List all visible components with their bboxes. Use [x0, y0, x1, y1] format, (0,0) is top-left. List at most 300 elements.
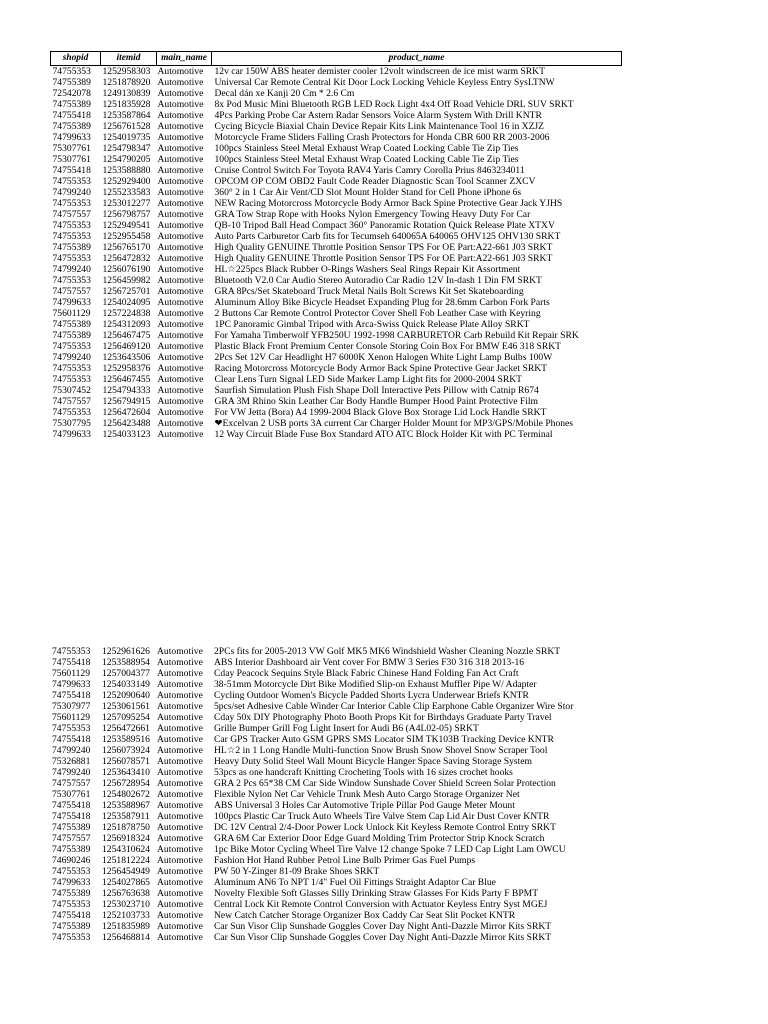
cell-shopid: 74757557	[52, 778, 91, 789]
table-row	[51, 209, 622, 220]
cell-shopid: 75307761	[52, 789, 91, 800]
cell-product-name: GRA Tow Strap Rope with Hooks Nylon Emergency Towing Heavy Duty For Car	[214, 209, 531, 220]
cell-shopid: 74757557	[52, 396, 91, 407]
cell-itemid: 1254024095	[102, 297, 151, 308]
cell-main-name: Automotive	[157, 756, 203, 767]
cell-itemid: 1253012277	[102, 198, 151, 209]
cell-product-name: High Quality GENUINE Throttle Position Sensor TPS For OE Part:A22-661 J03 SRKT	[214, 253, 553, 264]
cell-itemid: 1253588967	[102, 800, 150, 811]
cell-itemid: 1256761528	[102, 121, 151, 132]
cell-product-name: Aluminum AN6 To NPT 1/4" Fuel Oil Fittings Straight Adaptor Car Blue	[214, 877, 496, 888]
table-row	[50, 712, 621, 723]
cell-itemid: 1254027865	[102, 877, 150, 888]
table-row	[51, 286, 622, 297]
cell-product-name: 2PCs fits for 2005-2013 VW Golf MK5 MK6 Windshield Washer Cleaning Nozzle SRKT	[214, 646, 561, 657]
product-table-continued	[50, 646, 621, 943]
cell-shopid: 74755353	[52, 220, 91, 231]
cell-shopid: 75307977	[52, 701, 91, 712]
table-row	[51, 220, 622, 231]
table-row	[51, 154, 622, 165]
cell-itemid: 1257004377	[102, 668, 150, 679]
cell-product-name: HL☆2 in 1 Long Handle Multi-function Snow Brush Snow Shovel Snow Scraper Tool	[214, 745, 548, 756]
table-row	[51, 121, 622, 132]
cell-main-name: Automotive	[157, 99, 204, 110]
cell-shopid: 74755418	[52, 657, 91, 668]
cell-itemid: 1254794333	[102, 385, 151, 396]
header-itemid: itemid	[101, 52, 157, 66]
table-row	[50, 910, 621, 921]
cell-itemid: 1256798757	[102, 209, 151, 220]
cell-main-name: Automotive	[157, 286, 204, 297]
cell-shopid: 74755418	[52, 690, 91, 701]
cell-itemid: 1256765170	[102, 242, 151, 253]
cell-itemid: 1254790205	[102, 154, 151, 165]
cell-itemid: 1252955458	[102, 231, 151, 242]
table-page-1	[50, 51, 621, 440]
cell-product-name: 5pcs/set Adhesive Cable Winder Car Interior Cable Clip Earphone Cable Organizer Wire Stor	[214, 701, 574, 712]
cell-shopid: 74755389	[52, 844, 91, 855]
header-main-name: main_name	[157, 52, 212, 66]
cell-main-name: Automotive	[157, 341, 204, 352]
table-row	[50, 668, 621, 679]
cell-product-name: QB-10 Tripod Ball Head Compact 360° Panoramic Rotation Quick Release Plate XTXV	[214, 220, 555, 231]
table-row	[50, 767, 621, 778]
table-row	[50, 646, 621, 657]
cell-main-name: Automotive	[157, 646, 203, 657]
cell-main-name: Automotive	[157, 932, 203, 943]
cell-main-name: Automotive	[157, 253, 204, 264]
cell-product-name: Clear Lens Turn Signal LED Side Marker Lamp Light fits for 2000-2004 SRKT	[214, 374, 523, 385]
cell-main-name: Automotive	[157, 668, 203, 679]
cell-main-name: Automotive	[157, 330, 204, 341]
cell-itemid: 1256794915	[102, 396, 151, 407]
table-row	[51, 77, 622, 88]
cell-shopid: 74755353	[52, 363, 91, 374]
cell-product-name: Cycling Outdoor Women's Bicycle Padded Shorts Lycra Underwear Briefs KNTR	[214, 690, 529, 701]
table-row	[50, 690, 621, 701]
cell-shopid: 74755353	[52, 932, 91, 943]
cell-main-name: Automotive	[157, 242, 204, 253]
cell-shopid: 74755418	[52, 165, 91, 176]
cell-shopid: 74755389	[52, 921, 91, 932]
cell-itemid: 1256472604	[102, 407, 151, 418]
table-row	[51, 66, 622, 78]
cell-product-name: Plastic Black Front Premium Center Console Storing Coin Box For BMW E46 318 SRKT	[214, 341, 562, 352]
cell-itemid: 1256423488	[102, 418, 151, 429]
cell-itemid: 1253587911	[102, 811, 150, 822]
cell-main-name: Automotive	[157, 888, 203, 899]
cell-main-name: Automotive	[157, 165, 204, 176]
cell-main-name: Automotive	[157, 77, 204, 88]
cell-shopid: 74755353	[52, 646, 91, 657]
cell-shopid: 74755353	[52, 231, 91, 242]
cell-shopid: 74755389	[52, 822, 91, 833]
cell-main-name: Automotive	[157, 407, 204, 418]
cell-shopid: 74755418	[52, 110, 91, 121]
table-row	[51, 110, 622, 121]
cell-shopid: 74755389	[52, 888, 91, 899]
cell-product-name: New Catch Catcher Storage Organizer Box Caddy Car Seat Slit Pocket KNTR	[214, 910, 516, 921]
table-row	[50, 932, 621, 943]
cell-main-name: Automotive	[157, 143, 204, 154]
cell-product-name: Saurfish Simulation Plush Fish Shape Doll Interactive Pets Pillow with Catnip R674	[214, 385, 539, 396]
table-row	[50, 734, 621, 745]
cell-product-name: Cday 50x DIY Photography Photo Booth Props Kit for Birthdays Graduate Party Travel	[214, 712, 552, 723]
cell-itemid: 1251878920	[102, 77, 151, 88]
cell-shopid: 74755353	[52, 866, 91, 877]
cell-main-name: Automotive	[157, 723, 203, 734]
cell-product-name: 100pcs Stainless Steel Metal Exhaust Wrap Coated Locking Cable Tie Zip Ties	[214, 154, 519, 165]
cell-main-name: Automotive	[157, 264, 204, 275]
cell-main-name: Automotive	[157, 899, 203, 910]
header-row	[51, 52, 622, 66]
cell-product-name: 38-51mm Motorcycle Dirt Bike Modified Slip-on Exhaust Muffler Pipe W/ Adapter	[214, 679, 537, 690]
cell-shopid: 74755353	[52, 66, 91, 77]
cell-shopid: 74799240	[52, 352, 91, 363]
cell-main-name: Automotive	[157, 712, 203, 723]
cell-product-name: Cycing Bicycle Biaxial Chain Device Repair Kits Link Maintenance Tool 16 in XZJZ	[214, 121, 545, 132]
cell-main-name: Automotive	[157, 297, 204, 308]
cell-product-name: Grille Bumper Grill Fog Light Insert for Audi B6 (A4L02-05) SRKT	[214, 723, 479, 734]
cell-main-name: Automotive	[157, 910, 203, 921]
cell-shopid: 74799240	[52, 767, 91, 778]
cell-main-name: Automotive	[157, 363, 204, 374]
cell-itemid: 1256467475	[102, 330, 151, 341]
cell-shopid: 74799633	[52, 132, 91, 143]
table-row	[51, 242, 622, 253]
cell-itemid: 1254310624	[102, 844, 150, 855]
cell-itemid: 1251878750	[102, 822, 150, 833]
cell-main-name: Automotive	[157, 209, 204, 220]
table-row	[51, 429, 622, 440]
cell-shopid: 74755353	[52, 374, 91, 385]
cell-product-name: ABS Interior Dashboard air Vent cover For BMW 3 Series F30 316 318 2013-16	[214, 657, 525, 668]
cell-product-name: Car GPS Tracker Auto GSM GPRS SMS Locator SIM TK103B Tracking Device KNTR	[214, 734, 554, 745]
cell-product-name: Car Sun Visor Clip Sunshade Goggles Cover Day Night Anti-Dazzle Mirror Kits SRKT	[214, 932, 552, 943]
table-row	[50, 800, 621, 811]
cell-itemid: 1256918324	[102, 833, 150, 844]
cell-itemid: 1253023710	[102, 899, 150, 910]
table-row	[51, 319, 622, 330]
cell-shopid: 75601129	[52, 712, 91, 723]
cell-main-name: Automotive	[157, 418, 204, 429]
cell-product-name: Motorcycle Frame Sliders Falling Crash Protectors for Honda CBR 600 RR 2003-2006	[214, 132, 550, 143]
table-row	[50, 811, 621, 822]
cell-main-name: Automotive	[157, 657, 203, 668]
table-row	[50, 866, 621, 877]
table-row	[51, 264, 622, 275]
cell-product-name: 53pcs as one handcraft Knitting Crocheting Tools with 16 sizes crochet hooks	[214, 767, 513, 778]
table-page-2	[50, 646, 621, 943]
cell-main-name: Automotive	[157, 319, 204, 330]
cell-product-name: Universal Car Remote Central Kit Door Lock Locking Vehicle Keyless Entry SysLTNW	[214, 77, 555, 88]
table-row	[51, 176, 622, 187]
cell-product-name: 1PC Panoramic Gimbal Tripod with Arca-Swiss Quick Release Plate Alloy SRKT	[214, 319, 530, 330]
cell-itemid: 1253588954	[102, 657, 150, 668]
cell-shopid: 74755353	[52, 176, 91, 187]
cell-product-name: For VW Jetta (Bora) A4 1999-2004 Black Glove Box Storage Lid Lock Handle SRKT	[214, 407, 547, 418]
cell-itemid: 1254033149	[102, 679, 150, 690]
cell-main-name: Automotive	[157, 866, 203, 877]
table-row	[51, 352, 622, 363]
table-row	[50, 855, 621, 866]
cell-main-name: Automotive	[157, 679, 203, 690]
cell-product-name: Decal dán xe Kanji 20 Cm * 2.6 Cm	[214, 88, 355, 99]
table-row	[50, 756, 621, 767]
table-row	[51, 308, 622, 319]
cell-product-name: GRA 3M Rhino Skin Leather Car Body Handle Bumper Hood Paint Protective Film	[214, 396, 538, 407]
cell-product-name: 100pcs Plastic Car Truck Auto Wheels Tire Valve Stem Cap Lid Air Dust Cover KNTR	[214, 811, 550, 822]
cell-itemid: 1257095254	[102, 712, 150, 723]
table-row	[50, 844, 621, 855]
cell-itemid: 1256467455	[102, 374, 151, 385]
cell-itemid: 1254802672	[102, 789, 150, 800]
cell-shopid: 72542078	[52, 88, 91, 99]
cell-product-name: ❤Excelvan 2 USB ports 3A current Car Charger Holder Mount for MP3/GPS/Mobile Phones	[214, 418, 574, 429]
table-row	[50, 833, 621, 844]
cell-product-name: 12v car 150W ABS heater demister cooler 12volt windscreen de ice mist warm SRKT	[214, 66, 545, 77]
cell-itemid: 1256073924	[102, 745, 150, 756]
cell-product-name: 12 Way Circuit Blade Fuse Box Standard ATO ATC Block Holder Kit with PC Terminal	[214, 429, 553, 440]
cell-main-name: Automotive	[157, 800, 203, 811]
cell-itemid: 1254033123	[102, 429, 151, 440]
cell-shopid: 75601129	[52, 668, 91, 679]
cell-main-name: Automotive	[157, 198, 204, 209]
header-product-name: product_name	[212, 52, 622, 66]
cell-itemid: 1254798347	[102, 143, 151, 154]
cell-itemid: 1253643506	[102, 352, 151, 363]
cell-main-name: Automotive	[157, 767, 203, 778]
cell-product-name: High Quality GENUINE Throttle Position Sensor TPS For OE Part:A22-661 J03 SRKT	[214, 242, 553, 253]
cell-main-name: Automotive	[157, 66, 204, 77]
cell-itemid: 1252103733	[102, 910, 150, 921]
table-row	[50, 877, 621, 888]
cell-product-name: PW 50 Y-Zinger 81-09 Brake Shoes SRKT	[214, 866, 380, 877]
cell-product-name: 2Pcs Set 12V Car Headlight H7 6000K Xenon Halogen White Light Lamp Bulbs 100W	[214, 352, 553, 363]
cell-shopid: 75307452	[52, 385, 91, 396]
table-row	[51, 418, 622, 429]
cell-product-name: Auto Parts Carburetor Carb fits for Tecumseh 640065A 640065 OHV125 OHV130 SRKT	[214, 231, 561, 242]
cell-main-name: Automotive	[157, 921, 203, 932]
cell-itemid: 1252961626	[102, 646, 150, 657]
cell-main-name: Automotive	[157, 176, 204, 187]
cell-itemid: 1254312093	[102, 319, 151, 330]
cell-shopid: 74755389	[52, 242, 91, 253]
cell-itemid: 1256725701	[102, 286, 151, 297]
cell-itemid: 1252958303	[102, 66, 151, 77]
table-row	[51, 297, 622, 308]
cell-shopid: 74755353	[52, 407, 91, 418]
table-row	[51, 341, 622, 352]
cell-product-name: GRA 8Pcs/Set Skateboard Truck Metal Nails Bolt Screws Kit Set Skateboarding	[214, 286, 524, 297]
cell-itemid: 1256469120	[102, 341, 151, 352]
cell-shopid: 74755418	[52, 734, 91, 745]
cell-shopid: 74799240	[52, 187, 91, 198]
cell-shopid: 74755389	[52, 330, 91, 341]
cell-itemid: 1256459982	[102, 275, 151, 286]
cell-main-name: Automotive	[157, 231, 204, 242]
cell-product-name: Flexible Nylon Net Car Vehicle Trunk Mesh Auto Cargo Storage Organizer Net	[214, 789, 520, 800]
table-row	[50, 899, 621, 910]
cell-product-name: For Yamaha Timberwolf YFB250U 1992-1998 CARBURETOR Carb Rebuild Kit Repair SRK	[214, 330, 579, 341]
cell-itemid: 1251812224	[102, 855, 150, 866]
cell-product-name: 1pc Bike Motor Cycling Wheel Tire Valve 12 change Spoke 7 LED Cap Light Lam OWCU	[214, 844, 566, 855]
cell-shopid: 74755389	[52, 99, 91, 110]
cell-itemid: 1252090640	[102, 690, 150, 701]
cell-main-name: Automotive	[157, 701, 203, 712]
cell-shopid: 74799240	[52, 264, 91, 275]
cell-itemid: 1249130839	[102, 88, 151, 99]
cell-main-name: Automotive	[157, 396, 204, 407]
cell-itemid: 1254019735	[102, 132, 151, 143]
cell-shopid: 74755389	[52, 319, 91, 330]
cell-shopid: 74799633	[52, 297, 91, 308]
cell-main-name: Automotive	[157, 734, 203, 745]
cell-product-name: Central Lock Kit Remote Control Conversion with Actuator Keyless Entry Syst MGEJ	[214, 899, 548, 910]
cell-itemid: 1256078571	[102, 756, 150, 767]
table-row	[50, 888, 621, 899]
product-table	[50, 51, 622, 440]
cell-itemid: 1251835989	[102, 921, 150, 932]
cell-itemid: 1253587864	[102, 110, 151, 121]
cell-main-name: Automotive	[157, 88, 204, 99]
cell-product-name: ABS Universal 3 Holes Car Automotive Triple Pillar Pod Gauge Meter Mount	[214, 800, 515, 811]
cell-main-name: Automotive	[157, 778, 203, 789]
table-row	[51, 330, 622, 341]
cell-main-name: Automotive	[157, 154, 204, 165]
cell-main-name: Automotive	[157, 822, 203, 833]
cell-main-name: Automotive	[157, 121, 204, 132]
table-row	[51, 396, 622, 407]
cell-shopid: 75307761	[52, 154, 91, 165]
cell-shopid: 74755353	[52, 899, 91, 910]
cell-shopid: 74755353	[52, 253, 91, 264]
header-shopid: shopid	[51, 52, 101, 66]
cell-shopid: 74755389	[52, 121, 91, 132]
cell-product-name: Bluetooth V2.0 Car Audio Stereo Autoradio Car Radio 12V In-dash 1 Din FM SRKT	[214, 275, 542, 286]
cell-itemid: 1256454949	[102, 866, 150, 877]
table-row	[51, 275, 622, 286]
cell-main-name: Automotive	[157, 220, 204, 231]
cell-main-name: Automotive	[157, 275, 204, 286]
cell-product-name: 360° 2 in 1 Car Air Vent/CD Slot Mount Holder Stand for Cell Phone iPhone 6s	[214, 187, 522, 198]
cell-product-name: NEW Racing Motorcross Motorcycle Body Armor Back Spine Protective Gear Jack YJHS	[214, 198, 563, 209]
table-row	[50, 745, 621, 756]
cell-product-name: 2 Buttons Car Remote Control Protector Cover Shell Fob Leather Case with Keyring	[214, 308, 541, 319]
cell-product-name: Cruise Control Switch For Toyota RAV4 Yaris Camry Corolla Prius 8463234011	[214, 165, 525, 176]
cell-product-name: 8x Pod Music Mini Bluetooth RGB LED Rock Light 4x4 Off Road Vehicle DRL SUV SRKT	[214, 99, 574, 110]
cell-shopid: 74690246	[52, 855, 91, 866]
cell-main-name: Automotive	[157, 811, 203, 822]
cell-product-name: Aluminum Alloy Bike Bicycle Headset Expanding Plug for 28.6mm Carbon Fork Parts	[214, 297, 550, 308]
cell-shopid: 74799633	[52, 679, 91, 690]
cell-main-name: Automotive	[157, 690, 203, 701]
cell-product-name: HL☆225pcs Black Rubber O-Rings Washers Seal Rings Repair Kit Assortment	[214, 264, 521, 275]
cell-main-name: Automotive	[157, 789, 203, 800]
table-row	[50, 789, 621, 800]
cell-itemid: 1256763638	[102, 888, 150, 899]
cell-main-name: Automotive	[157, 429, 204, 440]
cell-shopid: 74757557	[52, 209, 91, 220]
table-row	[50, 822, 621, 833]
cell-product-name: Heavy Duty Solid Steel Wall Mount Bicycle Hanger Space Saving Storage System	[214, 756, 532, 767]
table-row	[51, 363, 622, 374]
cell-product-name: Car Sun Visor Clip Sunshade Goggles Cover Day Night Anti-Dazzle Mirror Kits SRKT	[214, 921, 552, 932]
cell-itemid: 1255233583	[102, 187, 151, 198]
cell-shopid: 74755353	[52, 341, 91, 352]
cell-main-name: Automotive	[157, 855, 203, 866]
table-row	[51, 143, 622, 154]
cell-itemid: 1253061561	[102, 701, 150, 712]
cell-main-name: Automotive	[157, 352, 204, 363]
table-body-page-1	[51, 66, 622, 441]
cell-shopid: 74799240	[52, 745, 91, 756]
cell-shopid: 74755418	[52, 800, 91, 811]
cell-itemid: 1252958376	[102, 363, 151, 374]
table-row	[51, 198, 622, 209]
table-row	[50, 657, 621, 668]
table-row	[50, 723, 621, 734]
cell-shopid: 75307761	[52, 143, 91, 154]
cell-main-name: Automotive	[157, 187, 204, 198]
table-body-page-2	[50, 646, 621, 943]
table-row	[51, 253, 622, 264]
table-row	[51, 187, 622, 198]
cell-itemid: 1256468814	[102, 932, 150, 943]
cell-product-name: Novelty Flexible Soft Glasses Silly Drinking Straw Glasses For Kids Party F BPMT	[214, 888, 539, 899]
cell-product-name: 4Pcs Parking Probe Car Astern Radar Sensors Voice Alarm System With Drill KNTR	[214, 110, 542, 121]
cell-shopid: 75307795	[52, 418, 91, 429]
cell-itemid: 1252949541	[102, 220, 151, 231]
cell-shopid: 75326881	[52, 756, 91, 767]
cell-product-name: DC 12V Central 2/4-Door Power Lock Unlock Kit Keyless Remote Control Entry SRKT	[214, 822, 556, 833]
cell-shopid: 74755418	[52, 811, 91, 822]
cell-shopid: 74757557	[52, 833, 91, 844]
cell-shopid: 74799633	[52, 877, 91, 888]
cell-main-name: Automotive	[157, 308, 204, 319]
cell-shopid: 74755418	[52, 910, 91, 921]
cell-itemid: 1253589516	[102, 734, 150, 745]
table-row	[51, 385, 622, 396]
cell-shopid: 74755389	[52, 77, 91, 88]
table-row	[51, 165, 622, 176]
cell-product-name: GRA 2 Pcs 65*38 CM Car Side Window Sunshade Cover Shield Screen Solar Protection	[214, 778, 556, 789]
cell-product-name: OPCOM OP COM OBD2 Fault Code Reader Diagnostic Scan Tool Scanner ZXCV	[214, 176, 536, 187]
cell-itemid: 1256472832	[102, 253, 151, 264]
cell-itemid: 1253643410	[102, 767, 150, 778]
table-row	[50, 921, 621, 932]
cell-product-name: Fashion Hot Hand Rubber Petrol Line Bulb Primer Gas Fuel Pumps	[214, 855, 476, 866]
table-row	[51, 374, 622, 385]
cell-shopid: 74757557	[52, 286, 91, 297]
cell-itemid: 1257224838	[102, 308, 151, 319]
cell-product-name: 100pcs Stainless Steel Metal Exhaust Wrap Coated Locking Cable Tie Zip Ties	[214, 143, 519, 154]
cell-product-name: GRA 6M Car Exterior Door Edge Guard Molding Trim Protector Strip Knock Scratch	[214, 833, 545, 844]
cell-itemid: 1256076190	[102, 264, 151, 275]
table-row	[50, 701, 621, 712]
cell-shopid: 75601129	[52, 308, 91, 319]
cell-itemid: 1256728954	[102, 778, 150, 789]
cell-itemid: 1253588880	[102, 165, 151, 176]
table-row	[51, 88, 622, 99]
cell-product-name: Racing Motorcross Motorcycle Body Armor Back Spine Protective Gear Jacket SRKT	[214, 363, 548, 374]
cell-shopid: 74755353	[52, 198, 91, 209]
table-row	[51, 231, 622, 242]
cell-itemid: 1252929400	[102, 176, 151, 187]
cell-main-name: Automotive	[157, 877, 203, 888]
cell-main-name: Automotive	[157, 132, 204, 143]
cell-main-name: Automotive	[157, 374, 204, 385]
